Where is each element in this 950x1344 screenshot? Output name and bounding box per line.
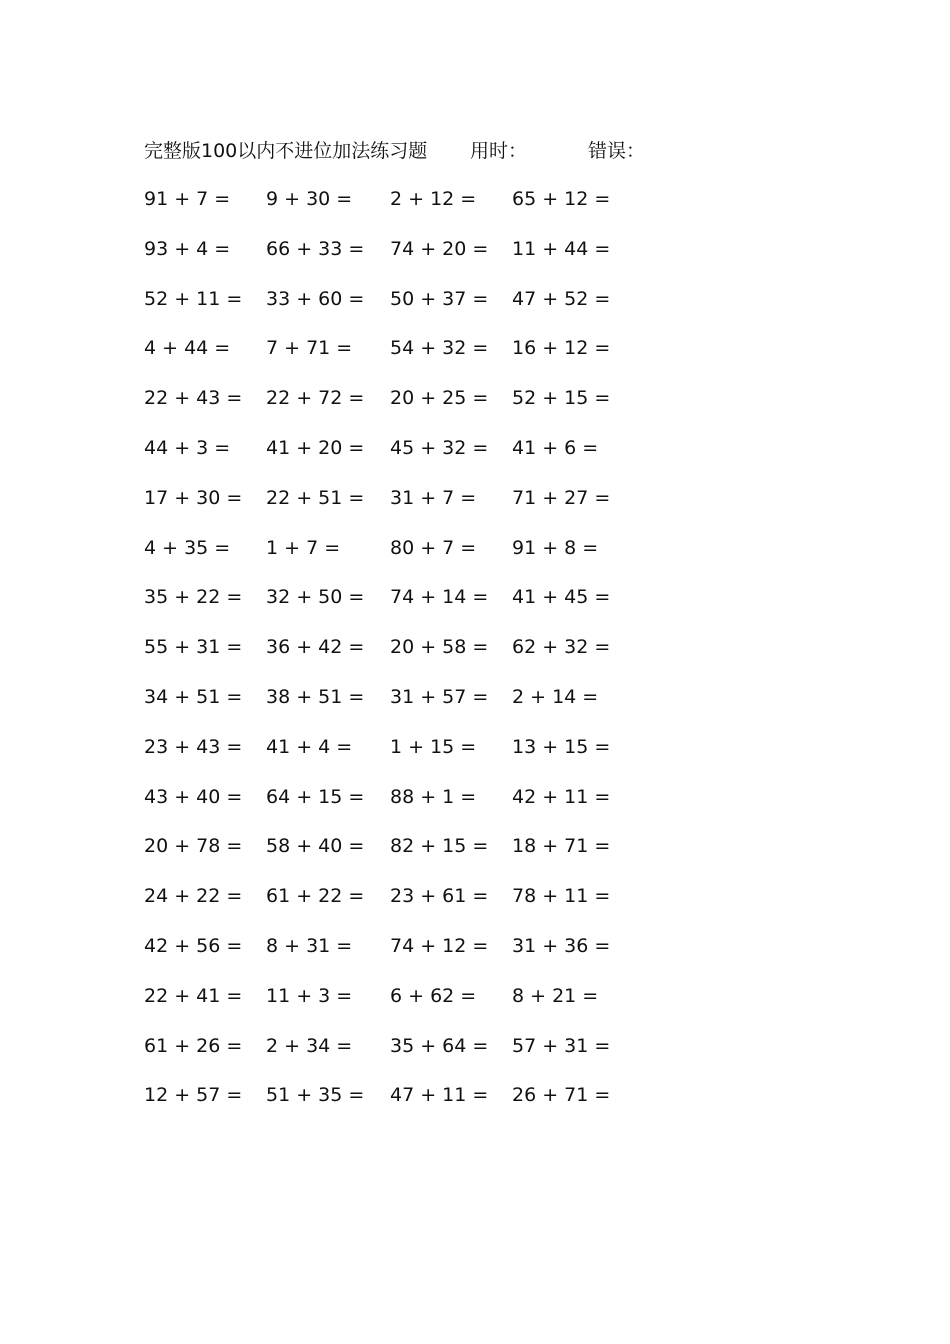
problem-row	[0, 931, 950, 981]
problem-row	[0, 533, 950, 583]
addition-problem: 8 + 31 =	[266, 934, 353, 957]
addition-problem: 11 + 44 =	[512, 237, 611, 260]
addition-problem: 12 + 57 =	[144, 1084, 243, 1107]
addition-problem: 43 + 40 =	[144, 785, 243, 808]
problem-row	[0, 184, 950, 234]
addition-problem: 35 + 64 =	[390, 1034, 489, 1057]
addition-problem: 18 + 71 =	[512, 835, 611, 858]
problem-row	[0, 881, 950, 931]
addition-problem: 52 + 15 =	[512, 387, 611, 410]
addition-problem: 50 + 37 =	[390, 287, 489, 310]
addition-problem: 26 + 71 =	[512, 1084, 611, 1107]
problem-row	[0, 383, 950, 433]
addition-problem: 74 + 12 =	[390, 934, 489, 957]
addition-problem: 62 + 32 =	[512, 636, 611, 659]
problem-row	[0, 234, 950, 284]
problem-row	[0, 732, 950, 782]
addition-problem: 1 + 7 =	[266, 536, 341, 559]
addition-problem: 35 + 22 =	[144, 586, 243, 609]
worksheet-title: 完整版100以内不进位加法练习题	[144, 140, 428, 162]
addition-problem: 42 + 56 =	[144, 934, 243, 957]
addition-problem: 42 + 11 =	[512, 785, 611, 808]
problem-row	[0, 632, 950, 682]
addition-problem: 22 + 51 =	[266, 486, 365, 509]
addition-problem: 22 + 72 =	[266, 387, 365, 410]
addition-problem: 23 + 43 =	[144, 735, 243, 758]
addition-problem: 34 + 51 =	[144, 685, 243, 708]
problem-row	[0, 582, 950, 632]
addition-problem: 6 + 62 =	[390, 984, 477, 1007]
addition-problem: 47 + 52 =	[512, 287, 611, 310]
addition-problem: 61 + 22 =	[266, 885, 365, 908]
problem-row	[0, 433, 950, 483]
problem-row	[0, 682, 950, 732]
addition-problem: 57 + 31 =	[512, 1034, 611, 1057]
addition-problem: 91 + 7 =	[144, 188, 231, 210]
addition-problem: 44 + 3 =	[144, 436, 231, 459]
addition-problem: 20 + 78 =	[144, 835, 243, 858]
addition-problem: 20 + 25 =	[390, 387, 489, 410]
addition-problem: 93 + 4 =	[144, 237, 231, 260]
addition-problem: 33 + 60 =	[266, 287, 365, 310]
addition-problem: 45 + 32 =	[390, 436, 489, 459]
addition-problem: 41 + 4 =	[266, 735, 353, 758]
addition-problem: 66 + 33 =	[266, 237, 365, 260]
addition-problem: 22 + 41 =	[144, 984, 243, 1007]
addition-problem: 9 + 30 =	[266, 188, 353, 210]
addition-problem: 24 + 22 =	[144, 885, 243, 908]
addition-problem: 80 + 7 =	[390, 536, 477, 559]
addition-problem: 78 + 11 =	[512, 885, 611, 908]
addition-problem: 38 + 51 =	[266, 685, 365, 708]
addition-problem: 2 + 12 =	[390, 188, 477, 210]
addition-problem: 22 + 43 =	[144, 387, 243, 410]
addition-problem: 65 + 12 =	[512, 188, 611, 210]
addition-problem: 23 + 61 =	[390, 885, 489, 908]
errors-label: 错误：	[588, 140, 646, 162]
problem-row	[0, 284, 950, 334]
addition-problem: 52 + 11 =	[144, 287, 243, 310]
addition-problem: 11 + 3 =	[266, 984, 353, 1007]
time-used-label: 用时：	[470, 140, 528, 162]
addition-problem: 2 + 14 =	[512, 685, 599, 708]
addition-problem: 58 + 40 =	[266, 835, 365, 858]
addition-problem: 41 + 6 =	[512, 436, 599, 459]
problem-grid	[0, 184, 950, 1130]
problem-row	[0, 483, 950, 533]
addition-problem: 91 + 8 =	[512, 536, 599, 559]
addition-problem: 47 + 11 =	[390, 1084, 489, 1107]
addition-problem: 82 + 15 =	[390, 835, 489, 858]
addition-problem: 41 + 45 =	[512, 586, 611, 609]
addition-problem: 31 + 7 =	[390, 486, 477, 509]
addition-problem: 31 + 57 =	[390, 685, 489, 708]
addition-problem: 20 + 58 =	[390, 636, 489, 659]
addition-problem: 1 + 15 =	[390, 735, 477, 758]
addition-problem: 7 + 71 =	[266, 337, 353, 360]
addition-problem: 8 + 21 =	[512, 984, 599, 1007]
problem-row	[0, 981, 950, 1031]
addition-problem: 13 + 15 =	[512, 735, 611, 758]
problem-row	[0, 782, 950, 832]
addition-problem: 32 + 50 =	[266, 586, 365, 609]
problem-row	[0, 831, 950, 881]
addition-problem: 71 + 27 =	[512, 486, 611, 509]
addition-problem: 31 + 36 =	[512, 934, 611, 957]
addition-problem: 88 + 1 =	[390, 785, 477, 808]
addition-problem: 2 + 34 =	[266, 1034, 353, 1057]
addition-problem: 61 + 26 =	[144, 1034, 243, 1057]
addition-problem: 74 + 20 =	[390, 237, 489, 260]
addition-problem: 4 + 35 =	[144, 536, 231, 559]
addition-problem: 74 + 14 =	[390, 586, 489, 609]
addition-problem: 54 + 32 =	[390, 337, 489, 360]
problem-row	[0, 1080, 950, 1130]
addition-problem: 16 + 12 =	[512, 337, 611, 360]
addition-problem: 55 + 31 =	[144, 636, 243, 659]
problem-row	[0, 333, 950, 383]
addition-problem: 17 + 30 =	[144, 486, 243, 509]
problem-row	[0, 1031, 950, 1081]
addition-problem: 51 + 35 =	[266, 1084, 365, 1107]
addition-problem: 41 + 20 =	[266, 436, 365, 459]
addition-problem: 64 + 15 =	[266, 785, 365, 808]
addition-problem: 4 + 44 =	[144, 337, 231, 360]
addition-problem: 36 + 42 =	[266, 636, 365, 659]
